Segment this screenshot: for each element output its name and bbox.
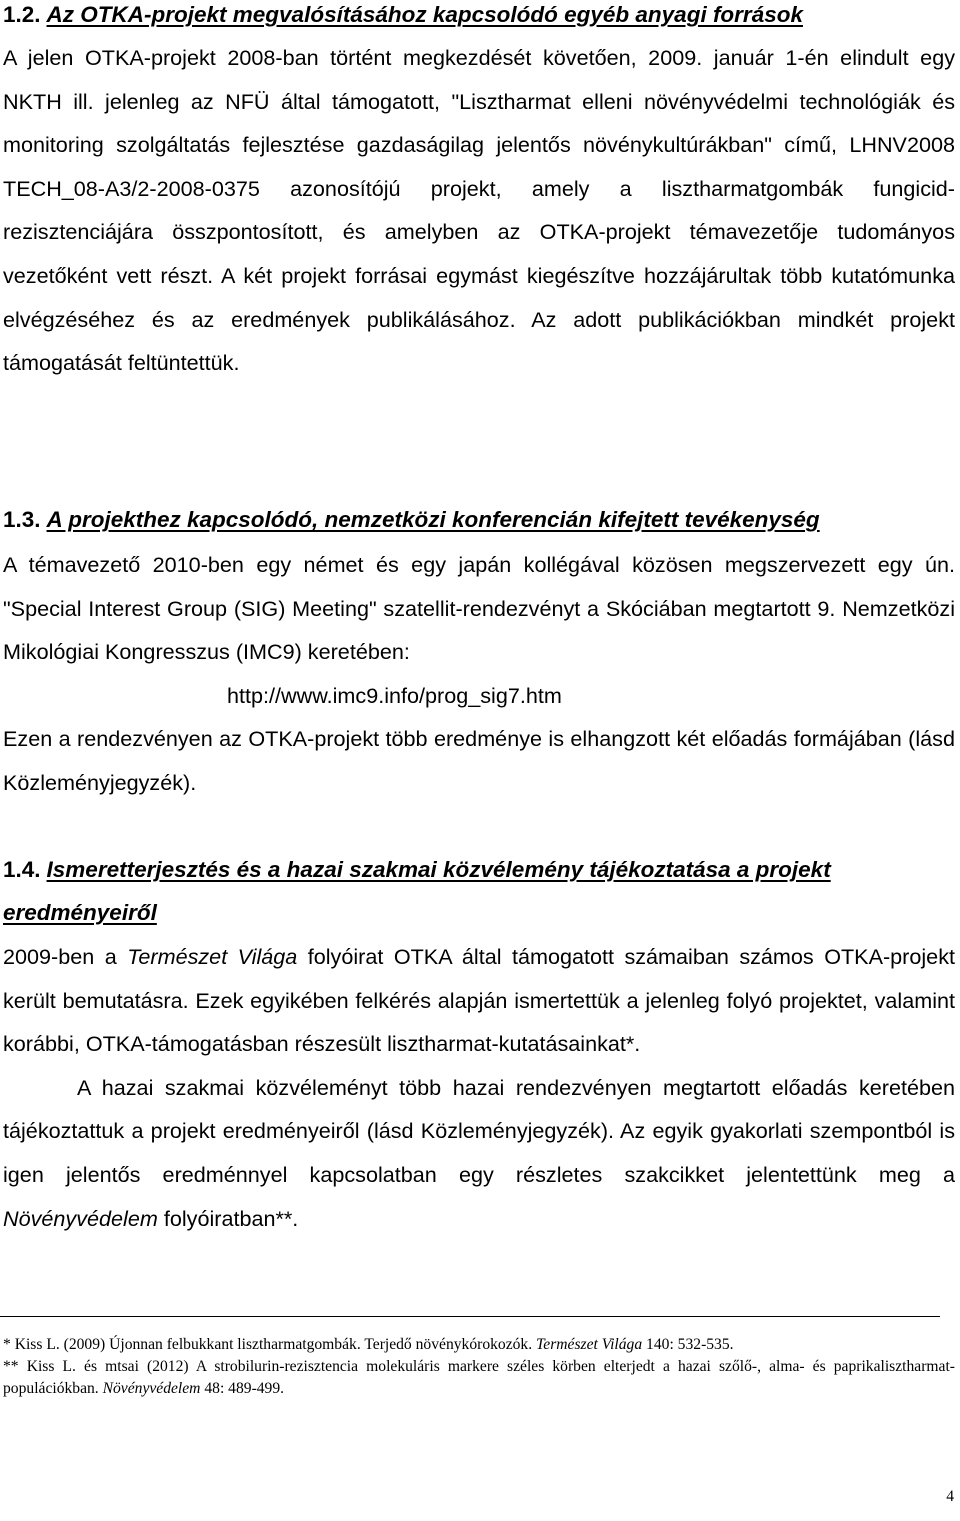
section-number: 1.3. (3, 507, 41, 532)
footnote: * Kiss L. (2009) Újonnan felbukkant lisztharmatgombák. Terjedő növénykórokozók. Természet Világa 140: 532-535. (3, 1336, 734, 1353)
paragraph: A jelen OTKA-projekt 2008-ban történt megkezdését követően, 2009. január 1-én elindult egy NKTH ill. jelenleg az NFÜ által támogatott, "Lisztharmat elleni növényvédelmi technológiák és monitoring szolgáltatás fejlesztése gazdaságilag jelentős növénykultúrákban" című, LHNV2008 TECH_08-A3/2-2008-0375 azonosítójú projekt, amely a lisztharmatgombák fungicid-rezisztenciájára összpontosított, és amelyben az OTKA-projekt témavezetője tudományos vezetőként vett részt. A két projekt forrásai egymást kiegészítve hozzájárultak több kutatómunka elvégzéséhez és az eredmények publikálásához. Az adott publikációkban mindkét projekt támogatását feltüntettük. (3, 45, 955, 376)
paragraph: A témavezető 2010-ben egy német és egy japán kollégával közösen megszervezett egy ún. "Special Interest Group (SIG) Meeting" szatellit-rendezvényt a Skóciában megtartott 9. Nemzetközi Mikológiai Kongresszus (IMC9) keretében: (3, 552, 955, 665)
section-heading (3, 848, 955, 934)
journal-title: Természet Világa (536, 1336, 643, 1353)
section-1-4-body (3, 935, 955, 1240)
section-1-3 (3, 505, 955, 535)
page-number: 4 (946, 1488, 954, 1505)
url-link[interactable]: http://www.imc9.info/prog_sig7.htm (227, 682, 562, 708)
section-1-4 (3, 854, 955, 934)
section-1-3-body (3, 543, 955, 805)
paragraph: 2009-ben a Természet Világa folyóirat OTKA által támogatott számaiban számos OTKA-projekt került bemutatásra. Ezek egyikében felkérés alapján ismertettük a jelenleg folyó projektet, valamint korábbi, OTKA-támogatásban részesült lisztharmat-kutatásainkat*. (3, 944, 955, 1057)
footnote-divider (0, 1316, 940, 1317)
paragraph: A hazai szakmai közvéleményt több hazai rendezvényen megtartott előadás keretében tájékoztattuk a projekt eredményeiről (lásd Közleményjegyzék). Az egyik gyakorlati szempontból is igen jelentős eredménnyel kapcsolatban egy részletes szakcikket jelentettünk meg a Növényvédelem folyóiratban**. (3, 1074, 955, 1231)
section-heading (3, 0, 955, 30)
paragraph: Ezen a rendezvényen az OTKA-projekt több eredménye is elhangzott két előadás formájában (lásd Közleményjegyzék). (3, 726, 955, 795)
section-1-2-body (3, 36, 955, 385)
section-title: Az OTKA-projekt megvalósításához kapcsolódó egyéb anyagi források (46, 2, 803, 27)
journal-title: Növényvédelem (102, 1380, 201, 1397)
journal-title: Természet Világa (127, 944, 298, 969)
footnotes (3, 1334, 955, 1400)
section-number: 1.2. (3, 2, 41, 27)
section-title: Ismeretterjesztés és a hazai szakmai közvélemény tájékoztatása a projekt eredményeiről (3, 857, 831, 925)
section-number: 1.4. (3, 857, 41, 882)
footnote: ** Kiss L. és mtsai (2012) A strobilurin-rezisztencia molekuláris markere széles körben elterjedt a hazai szőlő-, alma- és paprikalisztharmat-populációkban. Növényvédelem 48: 489-499. (3, 1358, 955, 1397)
section-title: A projekthez kapcsolódó, nemzetközi konferencián kifejtett tevékenység (46, 507, 820, 532)
section-1-2 (3, 0, 955, 30)
section-heading (3, 505, 955, 535)
journal-title: Növényvédelem (3, 1205, 158, 1231)
